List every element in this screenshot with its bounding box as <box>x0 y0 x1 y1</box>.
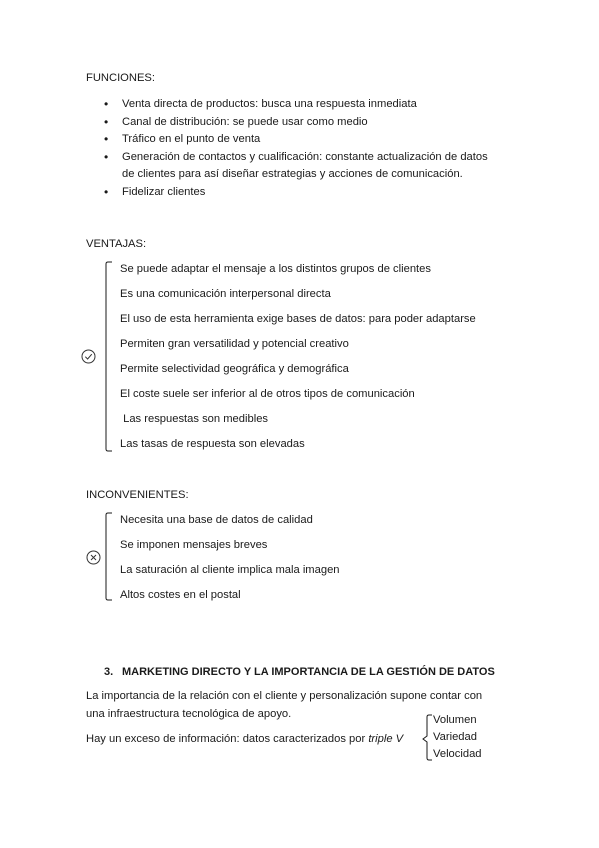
inconvenientes-item: Altos costes en el postal <box>120 589 241 601</box>
inconvenientes-item: La saturación al cliente implica mala imagen <box>120 564 340 576</box>
list-item <box>104 149 488 184</box>
triple-v-term: triple V <box>368 733 404 745</box>
section-title: MARKETING DIRECTO Y LA IMPORTANCIA DE LA GESTIÓN DE DATOS <box>122 666 495 678</box>
paragraph-line: La importancia de la relación con el cliente y personalización supone contar con <box>86 690 483 702</box>
triple-v-sentence <box>86 733 403 745</box>
ventajas-item: Permiten gran versatilidad y potencial creativo <box>120 338 349 350</box>
triple-v-prefix: Hay un exceso de información: datos caracterizados por <box>86 733 369 745</box>
ventajas-item: Las tasas de respuesta son elevadas <box>120 438 305 450</box>
triple-v-item: Variedad <box>433 731 477 743</box>
check-circle-icon <box>81 349 96 364</box>
ventajas-item: El uso de esta herramienta exige bases de datos: para poder adaptarse <box>120 313 476 325</box>
inconvenientes-heading: INCONVENIENTES: <box>86 489 189 501</box>
list-item: • Tráfico en el punto de venta <box>104 131 488 149</box>
triple-v-item: Volumen <box>433 714 477 726</box>
triple-v-item: Velocidad <box>433 748 482 760</box>
funciones-heading: FUNCIONES: <box>86 72 155 84</box>
list-item-line: de clientes para así diseñar estrategias y acciones de comunicación. <box>122 168 463 181</box>
triple-v-bracket <box>420 713 434 763</box>
ventajas-bracket <box>100 260 114 454</box>
ventajas-item: Es una comunicación interpersonal directa <box>120 288 331 300</box>
ventajas-item: Permite selectividad geográfica y demográfica <box>120 363 349 375</box>
ventajas-item: Se puede adaptar el mensaje a los distintos grupos de clientes <box>120 263 431 275</box>
funciones-list <box>104 96 488 202</box>
ventajas-item: Las respuestas son medibles <box>120 413 269 425</box>
ventajas-item: El coste suele ser inferior al de otros tipos de comunicación <box>120 388 415 400</box>
list-item: • Canal de distribución: se puede usar como medio <box>104 114 488 132</box>
x-circle-icon <box>86 550 101 565</box>
inconvenientes-item: Se imponen mensajes breves <box>120 539 268 551</box>
list-item: • Fidelizar clientes <box>104 184 488 202</box>
inconvenientes-item: Necesita una base de datos de calidad <box>120 514 313 526</box>
list-item-line: Generación de contactos y cualificación: constante actualización de datos <box>122 150 488 163</box>
ventajas-heading: VENTAJAS: <box>86 238 147 250</box>
list-item: • Venta directa de productos: busca una respuesta inmediata <box>104 96 488 114</box>
inconvenientes-bracket <box>100 511 114 603</box>
section-number: 3. <box>104 666 114 678</box>
section-heading <box>104 666 495 678</box>
paragraph-line: una infraestructura tecnológica de apoyo. <box>86 708 292 720</box>
